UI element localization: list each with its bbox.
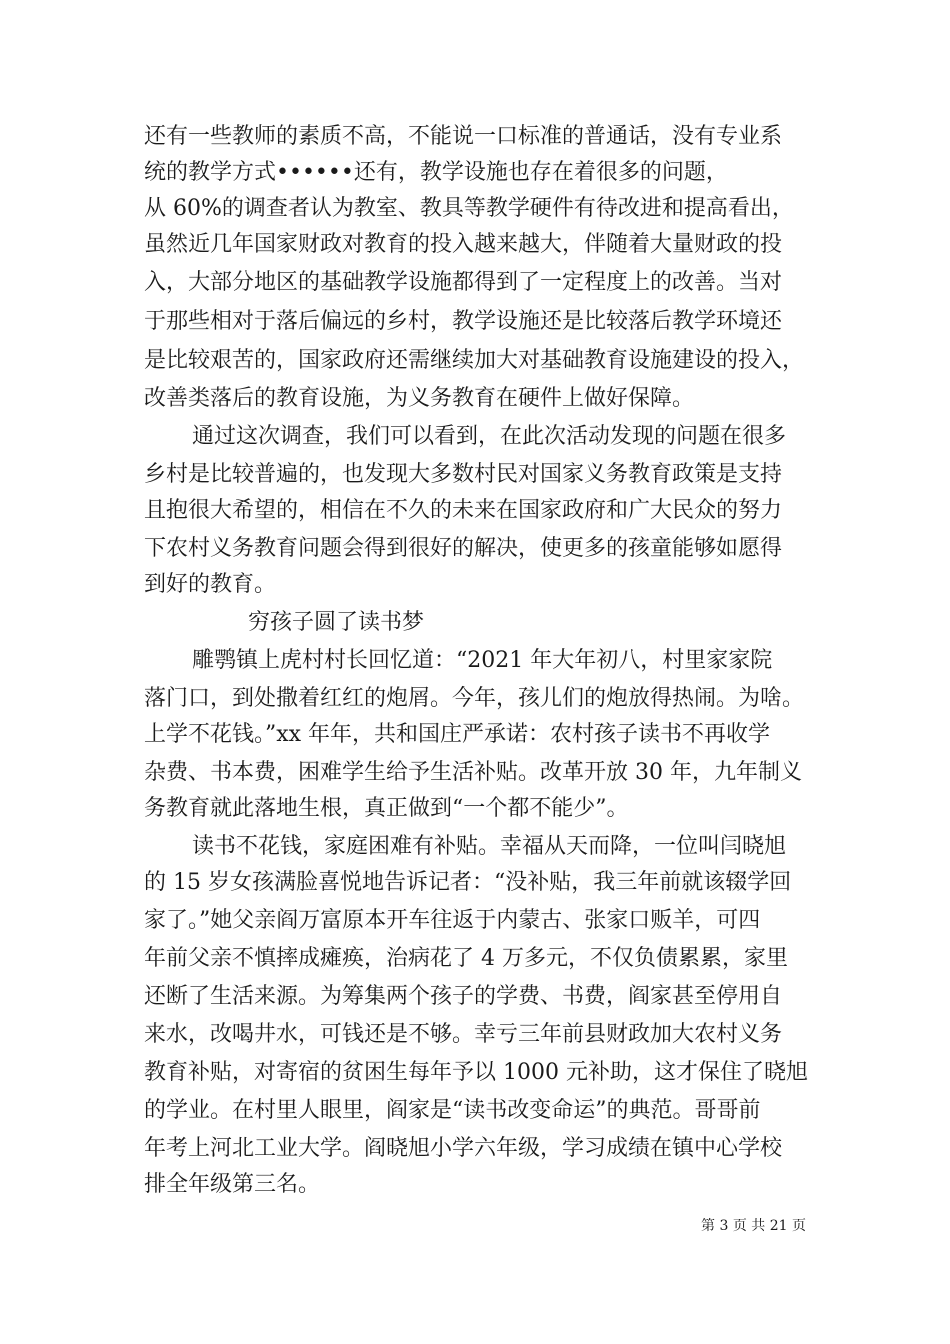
paragraph-first-line: 读书不花钱，家庭困难有补贴。幸福从天而降，一位叫闫晓旭	[192, 834, 787, 859]
body-text-line: 于那些相对于落后偏远的乡村，教学设施还是比较落后教学环境还	[144, 309, 783, 334]
body-text-line: 务教育就此落地生根，真正做到“一个都不能少”。	[144, 796, 629, 821]
body-text-line: 落门口，到处撒着红红的炮屑。今年，孩儿们的炮放得热闹。为啥。	[144, 686, 805, 711]
body-text-line: 虽然近几年国家财政对教育的投入越来越大，伴随着大量财政的投	[144, 232, 783, 257]
body-text-line: 到好的教育。	[144, 572, 277, 597]
body-text-line: 还有一些教师的素质不高，不能说一口标准的普通话，没有专业系	[144, 124, 783, 149]
body-text-line: 乡村是比较普遍的，也发现大多数村民对国家义务教育政策是支持	[144, 462, 783, 487]
body-text-line: 改善类落后的教育设施，为义务教育在硬件上做好保障。	[144, 386, 695, 411]
body-text-line: 且抱很大希望的，相信在不久的未来在国家政府和广大民众的努力	[144, 498, 783, 523]
body-text-line: 还断了生活来源。为筹集两个孩子的学费、书费，阎家甚至停用自	[144, 984, 783, 1009]
body-text-line: 年前父亲不慎摔成瘫痪，治病花了 4 万多元，不仅负债累累，家里	[144, 946, 788, 971]
body-text-line: 杂费、书本费，困难学生给予生活补贴。改革开放 30 年，九年制义	[144, 760, 802, 785]
body-text-line: 家了。”她父亲阎万富原本开车往返于内蒙古、张家口贩羊，可四	[144, 908, 761, 933]
page-number: 第 3 页 共 21 页	[701, 1218, 806, 1234]
body-text-line: 从 60%的调查者认为教室、教具等教学硬件有待改进和提高看出，	[144, 196, 794, 221]
body-text-line: 的学业。在村里人眼里，阎家是“读书改变命运”的典范。哥哥前	[144, 1098, 761, 1123]
body-text-line: 教育补贴，对寄宿的贫困生每年予以 1000 元补助，这才保住了晓旭	[144, 1060, 808, 1085]
body-text-line: 排全年级第三名。	[144, 1172, 321, 1197]
body-text-line: 是比较艰苦的，国家政府还需继续加大对基础教育设施建设的投入，	[144, 348, 805, 373]
body-text-line: 的 15 岁女孩满脸喜悦地告诉记者：“没补贴，我三年前就该辍学回	[144, 870, 792, 895]
body-text-line: 下农村义务教育问题会得到很好的解决，使更多的孩童能够如愿得	[144, 536, 783, 561]
body-text-line: 年考上河北工业大学。阎晓旭小学六年级，学习成绩在镇中心学校	[144, 1136, 783, 1161]
body-text-line: 入，大部分地区的基础教学设施都得到了一定程度上的改善。当对	[144, 270, 783, 295]
body-text-line: 上学不花钱。”xx 年年，共和国庄严承诺：农村孩子读书不再收学	[144, 722, 771, 747]
body-text-line: 来水，改喝井水，可钱还是不够。幸亏三年前县财政加大农村义务	[144, 1022, 783, 1047]
section-title: 穷孩子圆了读书梦	[248, 610, 425, 635]
paragraph-first-line: 雕鹗镇上虎村村长回忆道：“2021 年大年初八，村里家家院	[192, 648, 773, 673]
paragraph-first-line: 通过这次调查，我们可以看到，在此次活动发现的问题在很多	[192, 424, 787, 449]
body-text-line: 统的教学方式••••••还有，教学设施也存在着很多的问题，	[144, 160, 728, 185]
